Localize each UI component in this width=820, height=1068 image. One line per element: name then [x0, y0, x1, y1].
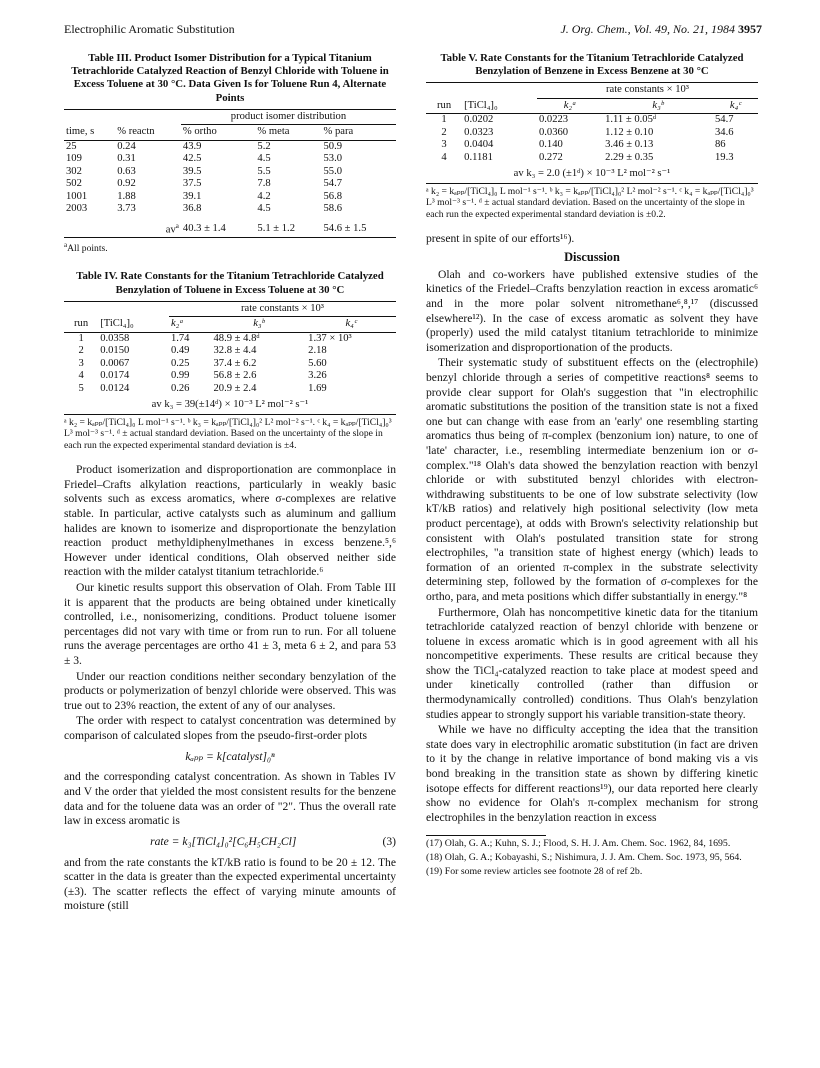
table-cell: 54.7	[714, 114, 734, 126]
table-cell: 3.26	[308, 370, 327, 382]
table-row	[64, 383, 396, 396]
table-row	[64, 153, 396, 166]
table-5-average: av k₃ = 2.0 (±1ᵈ) × 10⁻³ L² mol⁻² s⁻¹	[513, 168, 671, 180]
table-cell: 1	[441, 114, 447, 126]
equation-3	[64, 835, 396, 850]
table-4-col-header: run	[74, 318, 89, 329]
table-4-col-header: k₂ᵃ	[170, 318, 184, 330]
table-cell: 0.1181	[464, 151, 493, 163]
body-paragraph: While we have no difficulty accepting the idea that the transition state does vary in electrophilic aromatic substitution (in fact are driven to it by the change in relative importance of bond making vis a vis bond breaking in the transition state as shown by differing kinetic isotope effects for different reactions¹⁹), our data reported here clearly show no evidence for Olah's π-complex mechanism for strong electrophiles in the benzylation reaction in excess	[426, 723, 758, 824]
table-cell: 37.4 ± 6.2	[213, 357, 257, 369]
table-5-col-header: k₃ᵇ	[652, 99, 664, 111]
table-cell: 37.5	[182, 178, 202, 190]
table-cell: 0.92	[117, 178, 136, 190]
table-cell: 0.49	[170, 345, 190, 357]
table-cell: 32.8 ± 4.4	[213, 345, 257, 357]
left-column	[64, 52, 396, 915]
table-cell: 36.8	[182, 203, 202, 215]
table-row	[64, 178, 396, 191]
table-cell: 56.8 ± 2.6	[213, 370, 257, 382]
right-column	[426, 52, 758, 878]
table-cell: 1.69	[308, 382, 327, 394]
table-cell: 302	[66, 165, 82, 177]
table-row	[426, 114, 758, 127]
body-paragraph: Under our reaction conditions neither secondary benzylation of the products or polymerization of benzyl chloride were observed. This was true out to 23% reaction, the extent of any of our analyses.	[64, 669, 396, 712]
table-3	[64, 109, 396, 238]
journal-citation: J. Org. Chem., Vol. 49, No. 21, 1984	[560, 22, 735, 36]
table-cell: 1.74	[170, 332, 190, 344]
body-paragraph: Furthermore, Olah has noncompetitive kinetic data for the titanium tetrachloride catalyzed reaction of benzyl chloride with benzene or toluene in excess aromatic which is in good agreement with all his noncompetitive experiments. These results are critical because they show the TiCl₄-catalyzed reaction to take place at modest speed and under kinetically controlled (rather than diffusion or thermodynamically controlled) conditions. Thus Olah's benzylation studies appear to strongly support his variable transition-state theory.	[426, 605, 758, 721]
body-paragraph: Olah and co-workers have published extensive studies of the kinetics of the Friedel–Crafts benzylation reaction in excess aromatic⁶ and in the more polar solvent nitromethane⁶,⁸,¹⁷ (discussed elsewhere¹²). In the case of excess aromatic as solvent they have (properly) used the mild catalyst titanium tetrachloride to minimize isomerization and disproportionation of the products.	[426, 267, 758, 354]
body-paragraph: present in spite of our efforts¹⁶).	[426, 232, 575, 246]
table-cell: 1.12 ± 0.10	[605, 126, 654, 138]
table-4-footnote: ᵃ k₂ = kₐₚₚ/[TiCl₄]₀ L mol⁻¹ s⁻¹. ᵇ k₃ = kₐₚₚ/[TiCl₄]₀² L² mol⁻² s⁻¹. ᶜ k₄ = kₐₚₚ/[TiCl₄]₀³ L³ mol⁻³ s⁻¹. ᵈ ± actual standard deviation. Based on the uncertainty of the slope in each run the expected experimental standard deviation is ±4.	[64, 416, 392, 451]
table-cell: 56.8	[323, 190, 343, 202]
table-cell: 3.73	[117, 203, 136, 215]
table-cell: 48.9 ± 4.8ᵈ	[213, 332, 260, 344]
table-3-col-header: % reactn	[117, 125, 155, 137]
table-cell: 4.2	[257, 190, 271, 202]
table-3-average-row	[64, 216, 396, 238]
body-paragraph: Product isomerization and disproportionation are commonplace in Friedel–Crafts alkylation reactions, particularly in weakly basic solvents such as excess aromatics, where σ-complexes are relative stable. In particular, active catalysts such as aluminum and gallium halides are known to isomerize and disproportionate the benzylation reaction product methyldiphenylmethanes in excess benzene.⁵,⁶ However under identical conditions, Olah observed neither side reaction with the milder catalyst titanium tetrachloride.⁶	[64, 463, 396, 579]
table-cell: 5.1 ± 1.2	[257, 222, 296, 234]
section-heading-discussion: Discussion	[564, 249, 620, 264]
table-cell: 5.2	[257, 140, 271, 152]
body-paragraph: The order with respect to catalyst concentration was determined by comparison of calculated slopes from the pseudo-first-order plots	[64, 714, 396, 742]
table-cell: 43.9	[182, 140, 202, 152]
table-cell: 0.0150	[100, 345, 130, 357]
table-cell: 2	[78, 345, 84, 357]
table-cell: 3	[78, 357, 84, 369]
table-4-caption: Table IV. Rate Constants for the Titanium Tetrachloride Catalyzed Benzylation of Toluene in Excess Toluene at 30 °C	[76, 270, 384, 296]
table-3-col-header: % ortho	[182, 126, 217, 138]
body-paragraph: and the corresponding catalyst concentration. As shown in Tables IV and V the order that yielded the most consistent results for the benzene data and for the toluene data was an order of "2". Thus the overall rate law in excess aromatic is	[64, 770, 396, 828]
table-cell: 3	[441, 139, 447, 151]
body-paragraph: Our kinetic results support this observation of Olah. From Table III it is apparent that the products are being obtained under kinetically controlled, i.e., nonisomerizing, conditions. Product toluene isomer percentages did not vary with time or from run to run. For all toluene runs the average percentages are ortho 41 ± 3, meta 6 ± 2, and para 53 ± 3.	[64, 581, 396, 668]
table-row	[426, 152, 758, 165]
table-cell: 2003	[66, 203, 88, 215]
table-cell: 1.11 ± 0.05ᵈ	[605, 114, 657, 126]
table-row	[64, 140, 396, 153]
body-paragraph: and from the rate constants the kT/kB ratio is found to be 20 ± 12. The scatter in the data is greater than the expected experimental uncertainty (±3). The scatter reflects the effect of varying minute amounts of moisture (still	[64, 855, 396, 913]
table-cell: 1	[78, 332, 84, 344]
table-cell: 1.88	[117, 190, 136, 202]
body-paragraph: Their systematic study of substituent effects on the (electrophile) benzyl chloride through a series of competitive reactions⁸ seems to provide clear support for Olah's suggestion that "in electrophilic aromatic substitutions the position of the transition state is not a fixed one but can change with ease from an 'early' one resembling starting aromatics thus being of π-complex (benzonium ion) nature, to one of 'late' character, i.e., resembling intermediate benzenium ion or σ-complex."¹⁸ Olah's data showed the benzylation reaction with benzyl chloride or with substituted benzyl chlorides with electron-withdrawing substituents to be one of low substrate selectivity (low kT/kB ratios) and relatively high positional selectivity (low meta product percentage), at odds with Brown's selectivity relationship but consistent with Olah's postulated transition state for strong electrophiles, "a transition state of highest energy (which) leads to formation of an oriented π-complex in the substrate selectivity determining step, followed by the formation of σ-complexes for the ortho, para, and meta positions which differ substantially in energy."⁸	[426, 356, 758, 603]
table-5-col-header: [TiCl₄]₀	[464, 99, 498, 111]
table-cell: 0.0174	[100, 370, 130, 382]
table-cell: 0.272	[538, 151, 563, 163]
table-row	[64, 203, 396, 216]
table-cell: 53.0	[323, 153, 343, 165]
table-cell: 4	[78, 370, 84, 382]
table-cell: 39.1	[182, 190, 202, 202]
table-3-caption: Table III. Product Isomer Distribution for a Typical Titanium Tetrachloride Catalyzed Reaction of Benzyl Chloride with Toluene in Excess Toluene at 30 °C. Data Given Is for Toluene Run 4, Alternate Points	[71, 52, 389, 104]
equation-kapp: kₐₚₚ = k[catalyst]₀ⁿ	[185, 749, 275, 763]
table-cell: 58.6	[323, 203, 343, 215]
table-5-group-header: rate constants × 10³	[537, 83, 758, 99]
table-cell: 0.0360	[538, 126, 569, 138]
table-cell: 5.60	[308, 357, 327, 369]
table-cell: 50.9	[323, 140, 343, 152]
table-cell: 3.46 ± 0.13	[605, 139, 654, 151]
table-4-col-header: k₄ᶜ	[345, 318, 357, 330]
table-cell: 0.0358	[100, 332, 130, 344]
table-5-col-header: run	[437, 99, 452, 111]
table-cell: 4.5	[257, 153, 271, 165]
table-cell: 5	[78, 382, 84, 394]
reference-item: (19) For some review articles see footnote 28 of ref 2b.	[426, 865, 643, 877]
table-row	[64, 332, 396, 345]
running-header-right	[560, 22, 762, 37]
table-cell: 54.6 ± 1.5	[323, 222, 367, 234]
table-cell: 39.5	[182, 165, 202, 177]
table-3-group-header: product isomer distribution	[181, 109, 396, 125]
table-cell: 0.26	[170, 382, 190, 394]
table-cell: 0.0124	[100, 382, 130, 394]
table-cell: 34.6	[714, 126, 734, 138]
table-5-col-header: k₂ᵃ	[563, 99, 577, 111]
table-row	[64, 191, 396, 204]
table-cell: 0.25	[170, 357, 190, 369]
table-cell: 0.140	[538, 139, 563, 151]
running-header-left: Electrophilic Aromatic Substitution	[64, 22, 235, 36]
table-4-average: av k₃ = 39(±14ᵈ) × 10⁻³ L² mol⁻² s⁻¹	[151, 399, 309, 411]
reference-item: (18) Olah, G. A.; Kobayashi, S.; Nishimura, J. J. Am. Chem. Soc. 1973, 95, 564.	[426, 852, 742, 864]
reference-item: (17) Olah, G. A.; Kuhn, S. J.; Flood, S. H. J. Am. Chem. Soc. 1962, 84, 1695.	[426, 838, 731, 850]
table-3-col-header: % meta	[257, 126, 290, 138]
table-cell: 0.0202	[464, 114, 494, 126]
table-cell: 0.63	[117, 165, 136, 177]
table-cell: 0.0223	[538, 114, 569, 126]
equation-3-number: (3)	[382, 834, 396, 848]
table-3-col-header: % para	[323, 126, 354, 138]
table-4-col-header: k₃ᵇ	[253, 318, 265, 330]
table-cell: 7.8	[257, 178, 271, 190]
table-row	[64, 370, 396, 383]
table-4-group-header: rate constants × 10³	[169, 301, 396, 317]
table-cell: 2	[441, 126, 447, 138]
table-cell: 0.24	[117, 140, 136, 152]
table-cell: 5.5	[257, 165, 271, 177]
table-row	[64, 358, 396, 371]
table-row	[64, 345, 396, 358]
table-cell: 2.29 ± 0.35	[605, 151, 654, 163]
table-cell: 0.0067	[100, 357, 130, 369]
table-5-caption: Table V. Rate Constants for the Titanium Tetrachloride Catalyzed Benzylation of Benzene in Excess Benzene at 30 °C	[440, 52, 744, 78]
table-cell: 19.3	[714, 151, 734, 163]
table-3-col-header: time, s	[66, 125, 95, 137]
table-5-footnote: ᵃ k₂ = kₐₚₚ/[TiCl₄]₀ L mol⁻¹ s⁻¹. ᵇ k₃ = kₐₚₚ/[TiCl₄]₀² L² mol⁻² s⁻¹. ᶜ k₄ = kₐₚₚ/[TiCl₄]₀³ L³ mol⁻³ s⁻¹. ᵈ ± actual standard deviation. Based on the uncertainty of the slope in each run the expected experimental standard deviation is ±0.2.	[426, 185, 754, 220]
table-cell: 0.0404	[464, 139, 494, 151]
table-3-footnote: $^a$All points.	[64, 240, 108, 254]
table-4	[64, 301, 396, 396]
table-cell: 1.37 × 10³	[308, 332, 352, 344]
table-4-col-header: [TiCl₄]₀	[100, 318, 134, 329]
table-cell: 1001	[66, 190, 88, 202]
table-cell: 55.0	[323, 165, 343, 177]
page-number: 3957	[738, 22, 762, 36]
table-cell: 42.5	[182, 153, 202, 165]
table-cell: 25	[66, 140, 77, 152]
table-cell: 86	[714, 139, 726, 151]
equation-3-body: rate = k₃[TiCl₄]₀²[C₆H₅CH₂Cl]	[150, 834, 297, 848]
table-5	[426, 82, 758, 164]
table-cell: 4.5	[257, 203, 271, 215]
table-cell: 502	[66, 178, 82, 190]
references-rule	[426, 835, 546, 836]
table-row	[64, 166, 396, 179]
table-row	[426, 127, 758, 140]
table-cell: 54.7	[323, 178, 343, 190]
table-cell: 0.31	[117, 153, 136, 165]
table-cell: 20.9 ± 2.4	[213, 382, 257, 394]
table-cell: 4	[441, 151, 447, 163]
table-3-av-label: $av^a$	[165, 221, 179, 236]
table-cell: 40.3 ± 1.4	[182, 222, 226, 234]
table-cell: 2.18	[308, 345, 327, 357]
table-cell: 0.0323	[464, 126, 494, 138]
table-cell: 0.99	[170, 370, 190, 382]
table-row	[426, 139, 758, 152]
table-cell: 109	[66, 153, 82, 165]
table-5-col-header: k₄ᶜ	[729, 99, 742, 111]
